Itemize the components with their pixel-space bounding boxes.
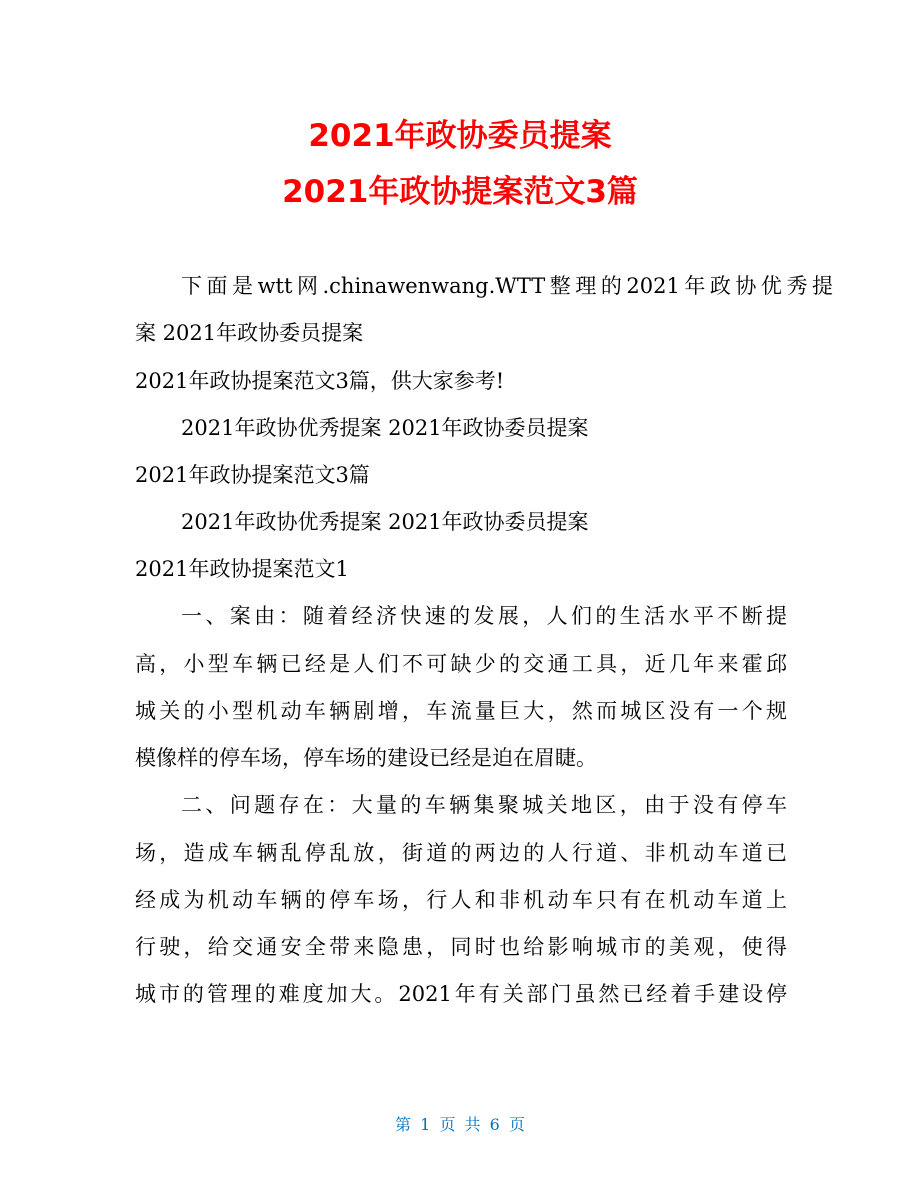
footer-ye-label: 页 — [439, 1115, 456, 1134]
body-line: 2021年政协优秀提案 2021年政协委员提案 — [181, 416, 589, 440]
footer-total-pages: 6 — [489, 1115, 500, 1134]
body-line: 2021年政协优秀提案 2021年政协委员提案 — [181, 510, 589, 534]
body-line: 城关的小型机动车辆剧增，车流量巨大，然而城区没有一个规 — [135, 699, 787, 723]
body-line: 一、案由：随着经济快速的发展，人们的生活水平不断提 — [181, 604, 787, 628]
document-title: 2021年政协委员提案 — [308, 118, 612, 154]
body-line: 下面是wtt网.chinawenwang.WTT整理的2021年政协优秀提 — [181, 274, 833, 298]
body-line: 2021年政协提案范文3篇 — [135, 463, 370, 487]
body-line: 经成为机动车辆的停车场，行人和非机动车只有在机动车道上 — [135, 888, 787, 912]
footer-ye-label-2: 页 — [508, 1115, 525, 1134]
body-line: 模像样的停车场，停车场的建设已经是迫在眉睫。 — [135, 746, 597, 770]
body-line: 二、问题存在：大量的车辆集聚城关地区，由于没有停车 — [181, 793, 787, 817]
body-line: 城市的管理的难度加大。2021年有关部门虽然已经着手建设停 — [135, 982, 787, 1006]
body-line: 高，小型车辆已经是人们不可缺少的交通工具，近几年来霍邱 — [135, 652, 787, 676]
body-line: 行驶，给交通安全带来隐患，同时也给影响城市的美观，使得 — [135, 935, 787, 959]
body-line: 场，造成车辆乱停乱放，街道的两边的人行道、非机动车道已 — [135, 841, 787, 865]
document-subtitle: 2021年政协提案范文3篇 — [282, 174, 638, 210]
page-footer — [0, 1114, 920, 1136]
footer-page-label: 第 — [395, 1115, 412, 1134]
body-line: 2021年政协提案范文3篇，供大家参考! — [135, 369, 505, 393]
footer-current-page: 1 — [420, 1115, 431, 1134]
footer-total-label: 共 — [464, 1115, 481, 1134]
body-line: 2021年政协提案范文1 — [135, 557, 349, 581]
body-line: 案 2021年政协委员提案 — [135, 321, 364, 345]
